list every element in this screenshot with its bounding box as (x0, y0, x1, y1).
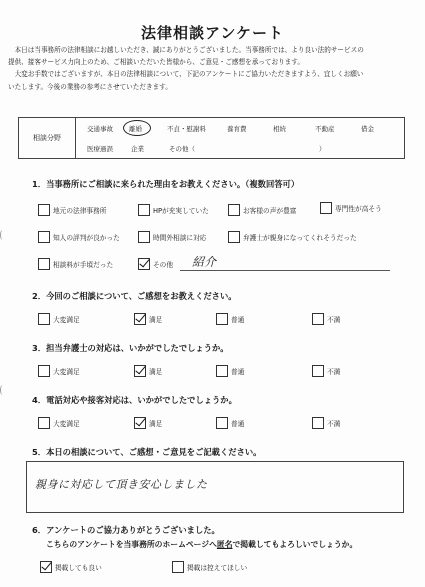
field-inheritance[interactable]: 相続 (273, 125, 286, 133)
q4-option-neutral[interactable] (216, 416, 244, 430)
q4-option-dissatisfied[interactable] (312, 416, 340, 430)
q1-option-expertise[interactable] (320, 201, 382, 215)
checkbox[interactable] (38, 313, 50, 325)
option-label: 大変満足 (53, 420, 80, 428)
option-label: その他 (153, 261, 174, 269)
option-label: 不満 (327, 368, 341, 376)
option-label: 満足 (149, 316, 163, 324)
intro-line: いたします。今後の業務の参考にさせていただきます。 (8, 82, 172, 91)
comment-box[interactable] (26, 461, 404, 513)
field-real-estate[interactable]: 不動産 (315, 125, 335, 133)
q3-option-dissatisfied[interactable] (312, 364, 340, 378)
option-label: 大変満足 (53, 316, 80, 324)
option-label: 時間外相談に対応 (153, 234, 207, 242)
q1-option-caring-lawyer[interactable] (228, 230, 357, 244)
option-label: 普通 (231, 316, 245, 324)
consultation-field-box (18, 117, 405, 159)
option-label: 満足 (149, 420, 163, 428)
q1-option-affordable-fee[interactable] (38, 257, 113, 271)
q1-option-local-office[interactable] (38, 203, 107, 217)
field-affair-damages[interactable]: 不貞・慰謝料 (167, 125, 206, 133)
field-child-support[interactable]: 養育費 (227, 125, 247, 133)
q1-other-underline (180, 270, 390, 271)
field-corporate[interactable]: 企業 (131, 145, 144, 153)
option-label: 掲載しても良い (55, 564, 102, 572)
checkbox-checked[interactable] (134, 417, 146, 429)
checkbox-checked[interactable] (134, 365, 146, 377)
question-2: 2．今回のご相談について、ご感想をお教えください。 (32, 291, 237, 301)
q6-text-pre: こちらのアンケートを当事務所のホームページへ (46, 540, 217, 549)
q2-option-dissatisfied[interactable] (312, 312, 340, 326)
q4-option-satisfied[interactable] (134, 416, 162, 430)
checkbox[interactable] (312, 417, 324, 429)
option-label: お客様の声が豊富 (243, 207, 297, 215)
q5-handwritten-answer: 親身に対応して頂き安心しました (35, 478, 208, 491)
q2-option-neutral[interactable] (216, 312, 244, 326)
option-label: 相談料が手頃だった (53, 261, 114, 269)
checkbox[interactable] (172, 561, 184, 573)
option-label: 専門性が高そう (335, 205, 382, 213)
option-label: 満足 (149, 368, 163, 376)
checkbox[interactable] (228, 204, 240, 216)
q1-option-reviews[interactable] (228, 203, 297, 217)
field-other[interactable]: その他（ (169, 145, 195, 153)
option-label: 地元の法律事務所 (53, 207, 107, 215)
option-label: 不満 (327, 420, 341, 428)
q1-option-after-hours[interactable] (138, 230, 207, 244)
option-label: HPが充実していた (153, 207, 209, 215)
field-traffic-accident[interactable]: 交通事故 (87, 125, 113, 133)
option-label: 大変満足 (53, 368, 80, 376)
checkbox[interactable] (312, 313, 324, 325)
circled-mark (123, 120, 151, 136)
field-label: 相談分野 (19, 118, 76, 158)
q2-option-satisfied[interactable] (134, 312, 162, 326)
q6-text-post: で掲載してもよろしいでしょうか。 (232, 540, 358, 549)
q3-option-very-satisfied[interactable] (38, 364, 80, 378)
checkbox[interactable] (216, 417, 228, 429)
q3-option-satisfied[interactable] (134, 364, 162, 378)
q6-text-anonymous: 匿名 (216, 540, 233, 549)
scan-punch-mark (0, 385, 5, 395)
option-label: 不満 (327, 316, 341, 324)
q1-option-other[interactable] (138, 257, 173, 271)
option-label: 知人の評判が良かった (53, 234, 120, 242)
checkbox-checked[interactable] (134, 313, 146, 325)
question-1: 1．当事務所にご相談に来られた理由をお教えください。（複数回答可） (32, 179, 300, 189)
field-divorce[interactable]: 離婚 (129, 125, 142, 133)
checkbox[interactable] (38, 204, 50, 216)
checkbox-checked[interactable] (138, 258, 150, 270)
intro-line: 大変お手数ではございますが、本日の法律相談について、下記のアンケートにご協力いただきますよう、宜しくお願い (8, 70, 364, 79)
checkbox[interactable] (320, 202, 332, 214)
q4-option-very-satisfied[interactable] (38, 416, 80, 430)
scan-punch-mark (0, 230, 5, 240)
q6-option-may-publish[interactable] (40, 560, 102, 574)
field-debt[interactable]: 借金 (361, 125, 374, 133)
checkbox-checked[interactable] (40, 561, 52, 573)
checkbox[interactable] (216, 365, 228, 377)
q3-option-neutral[interactable] (216, 364, 244, 378)
option-label: 普通 (231, 420, 245, 428)
checkbox[interactable] (138, 204, 150, 216)
intro-text (8, 44, 418, 93)
checkbox[interactable] (38, 258, 50, 270)
checkbox[interactable] (312, 365, 324, 377)
checkbox[interactable] (138, 231, 150, 243)
field-other-close: ） (319, 145, 326, 153)
option-label: 弁護士が親身になってくれそうだった (243, 234, 357, 242)
intro-line: 本日は当事務所の法律相談にお越しいただき、誠にありがとうございました。当事務所では、より良い法的サービスの (8, 46, 364, 54)
question-6-line-2 (46, 539, 357, 550)
question-3: 3．担当弁護士の対応は、いかがでしたでしょうか。 (32, 343, 229, 353)
checkbox[interactable] (38, 417, 50, 429)
q1-other-handwritten: 紹介 (192, 255, 217, 269)
q1-option-word-of-mouth[interactable] (38, 230, 120, 244)
field-medical-malpractice[interactable]: 医療過誤 (87, 145, 113, 153)
q1-option-website[interactable] (138, 203, 209, 217)
q6-option-do-not-publish[interactable] (172, 560, 247, 574)
page-title: 法律相談アンケート (140, 24, 285, 42)
checkbox[interactable] (38, 365, 50, 377)
q2-option-very-satisfied[interactable] (38, 312, 80, 326)
checkbox[interactable] (38, 231, 50, 243)
checkbox[interactable] (228, 231, 240, 243)
checkbox[interactable] (216, 313, 228, 325)
question-6-line-1: 6．アンケートのご協力ありがとうございました。 (32, 525, 220, 535)
option-label: 普通 (231, 368, 245, 376)
question-5: 5．本日の相談について、ご感想・ご意見をご記載ください。 (32, 447, 262, 457)
intro-line: 提供、接客サービス力向上のため、ご相談いただいた皆様から、ご意見・ご感想を承っております。 (8, 58, 304, 67)
question-4: 4．電話対応や接客対応は、いかがでしたでしょうか。 (32, 395, 237, 405)
option-label: 掲載は控えてほしい (187, 564, 248, 572)
